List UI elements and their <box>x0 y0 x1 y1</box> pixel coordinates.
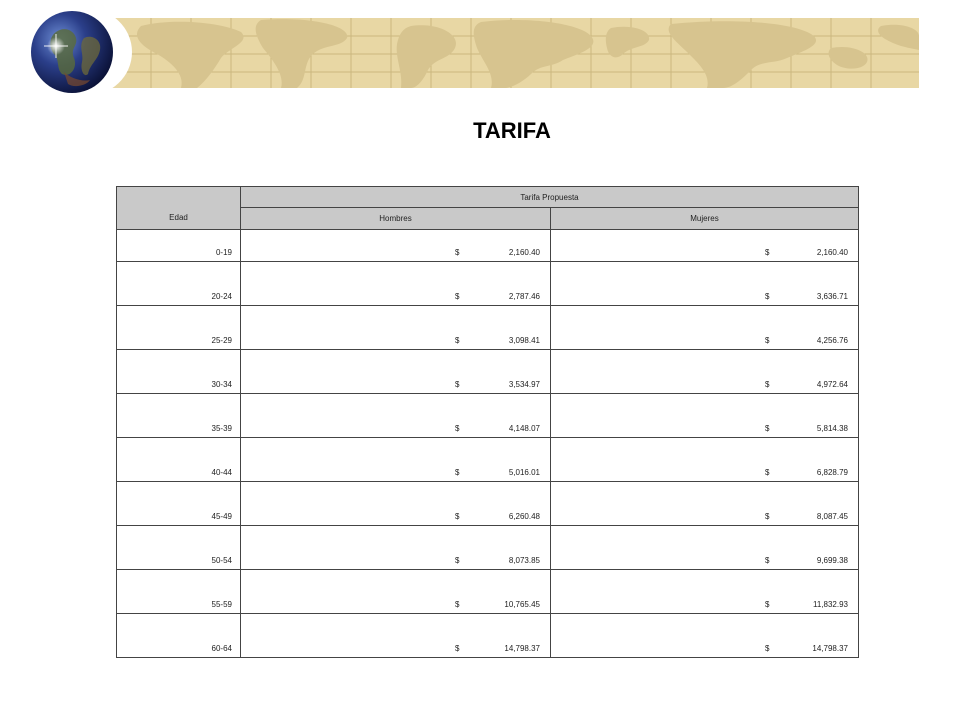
age-range-cell: 35-39 <box>117 394 241 438</box>
women-rate-cell <box>551 230 859 262</box>
women-rate-cell <box>551 614 859 658</box>
women-rate-value: 2,160.40 <box>816 248 848 257</box>
currency-symbol: $ <box>765 424 770 433</box>
women-rate-cell <box>551 306 859 350</box>
men-rate-cell <box>241 350 551 394</box>
currency-symbol: $ <box>765 512 770 521</box>
page-title: TARIFA <box>473 118 551 143</box>
women-rate-value: 3,636.71 <box>816 292 848 301</box>
currency-symbol: $ <box>765 600 770 609</box>
currency-symbol: $ <box>765 292 770 301</box>
men-rate-value: 6,260.48 <box>508 512 540 521</box>
currency-symbol: $ <box>455 512 460 521</box>
table-row <box>117 262 859 306</box>
column-header-tarifa-propuesta: Tarifa Propuesta <box>241 187 859 208</box>
currency-symbol: $ <box>455 292 460 301</box>
currency-symbol: $ <box>765 556 770 565</box>
men-rate-cell <box>241 230 551 262</box>
men-rate-value: 2,787.46 <box>508 292 540 301</box>
men-rate-value: 3,098.41 <box>508 336 540 345</box>
age-range-cell: 30-34 <box>117 350 241 394</box>
men-rate-cell <box>241 482 551 526</box>
world-map-graphic <box>111 18 919 88</box>
currency-symbol: $ <box>455 468 460 477</box>
age-range-cell: 25-29 <box>117 306 241 350</box>
women-rate-value: 4,256.76 <box>816 336 848 345</box>
tarifa-table <box>116 186 859 658</box>
men-rate-value: 3,534.97 <box>508 380 540 389</box>
women-rate-value: 14,798.37 <box>812 644 848 653</box>
women-rate-cell <box>551 570 859 614</box>
column-header-edad: Edad <box>117 187 241 230</box>
table-row <box>117 230 859 262</box>
women-rate-value: 5,814.38 <box>816 424 848 433</box>
currency-symbol: $ <box>455 644 460 653</box>
table-row <box>117 394 859 438</box>
age-range-cell: 60-64 <box>117 614 241 658</box>
currency-symbol: $ <box>455 600 460 609</box>
men-rate-value: 4,148.07 <box>508 424 540 433</box>
women-rate-cell <box>551 482 859 526</box>
age-range-cell: 40-44 <box>117 438 241 482</box>
women-rate-cell <box>551 394 859 438</box>
men-rate-value: 5,016.01 <box>508 468 540 477</box>
table-row <box>117 350 859 394</box>
women-rate-value: 8,087.45 <box>816 512 848 521</box>
globe-logo <box>30 8 134 96</box>
women-rate-value: 6,828.79 <box>816 468 848 477</box>
women-rate-value: 4,972.64 <box>816 380 848 389</box>
currency-symbol: $ <box>455 556 460 565</box>
currency-symbol: $ <box>765 468 770 477</box>
column-header-mujeres: Mujeres <box>551 208 859 230</box>
women-rate-cell <box>551 438 859 482</box>
age-range-cell: 0-19 <box>117 230 241 262</box>
men-rate-cell <box>241 526 551 570</box>
world-map-banner <box>110 18 919 88</box>
age-range-cell: 20-24 <box>117 262 241 306</box>
men-rate-value: 8,073.85 <box>508 556 540 565</box>
currency-symbol: $ <box>455 248 460 257</box>
age-range-cell: 50-54 <box>117 526 241 570</box>
table-row <box>117 570 859 614</box>
women-rate-value: 9,699.38 <box>816 556 848 565</box>
currency-symbol: $ <box>455 424 460 433</box>
currency-symbol: $ <box>765 248 770 257</box>
men-rate-cell <box>241 306 551 350</box>
age-range-cell: 55-59 <box>117 570 241 614</box>
women-rate-cell <box>551 350 859 394</box>
men-rate-cell <box>241 262 551 306</box>
women-rate-cell <box>551 262 859 306</box>
currency-symbol: $ <box>765 644 770 653</box>
table-row <box>117 482 859 526</box>
table-row <box>117 438 859 482</box>
currency-symbol: $ <box>765 380 770 389</box>
table-row <box>117 526 859 570</box>
men-rate-cell <box>241 438 551 482</box>
column-header-hombres: Hombres <box>241 208 551 230</box>
table-row <box>117 614 859 658</box>
currency-symbol: $ <box>455 380 460 389</box>
men-rate-value: 2,160.40 <box>508 248 540 257</box>
men-rate-value: 14,798.37 <box>504 644 540 653</box>
men-rate-value: 10,765.45 <box>504 600 540 609</box>
men-rate-cell <box>241 394 551 438</box>
women-rate-value: 11,832.93 <box>813 600 848 609</box>
table-row <box>117 306 859 350</box>
age-range-cell: 45-49 <box>117 482 241 526</box>
men-rate-cell <box>241 570 551 614</box>
currency-symbol: $ <box>765 336 770 345</box>
currency-symbol: $ <box>455 336 460 345</box>
men-rate-cell <box>241 614 551 658</box>
women-rate-cell <box>551 526 859 570</box>
